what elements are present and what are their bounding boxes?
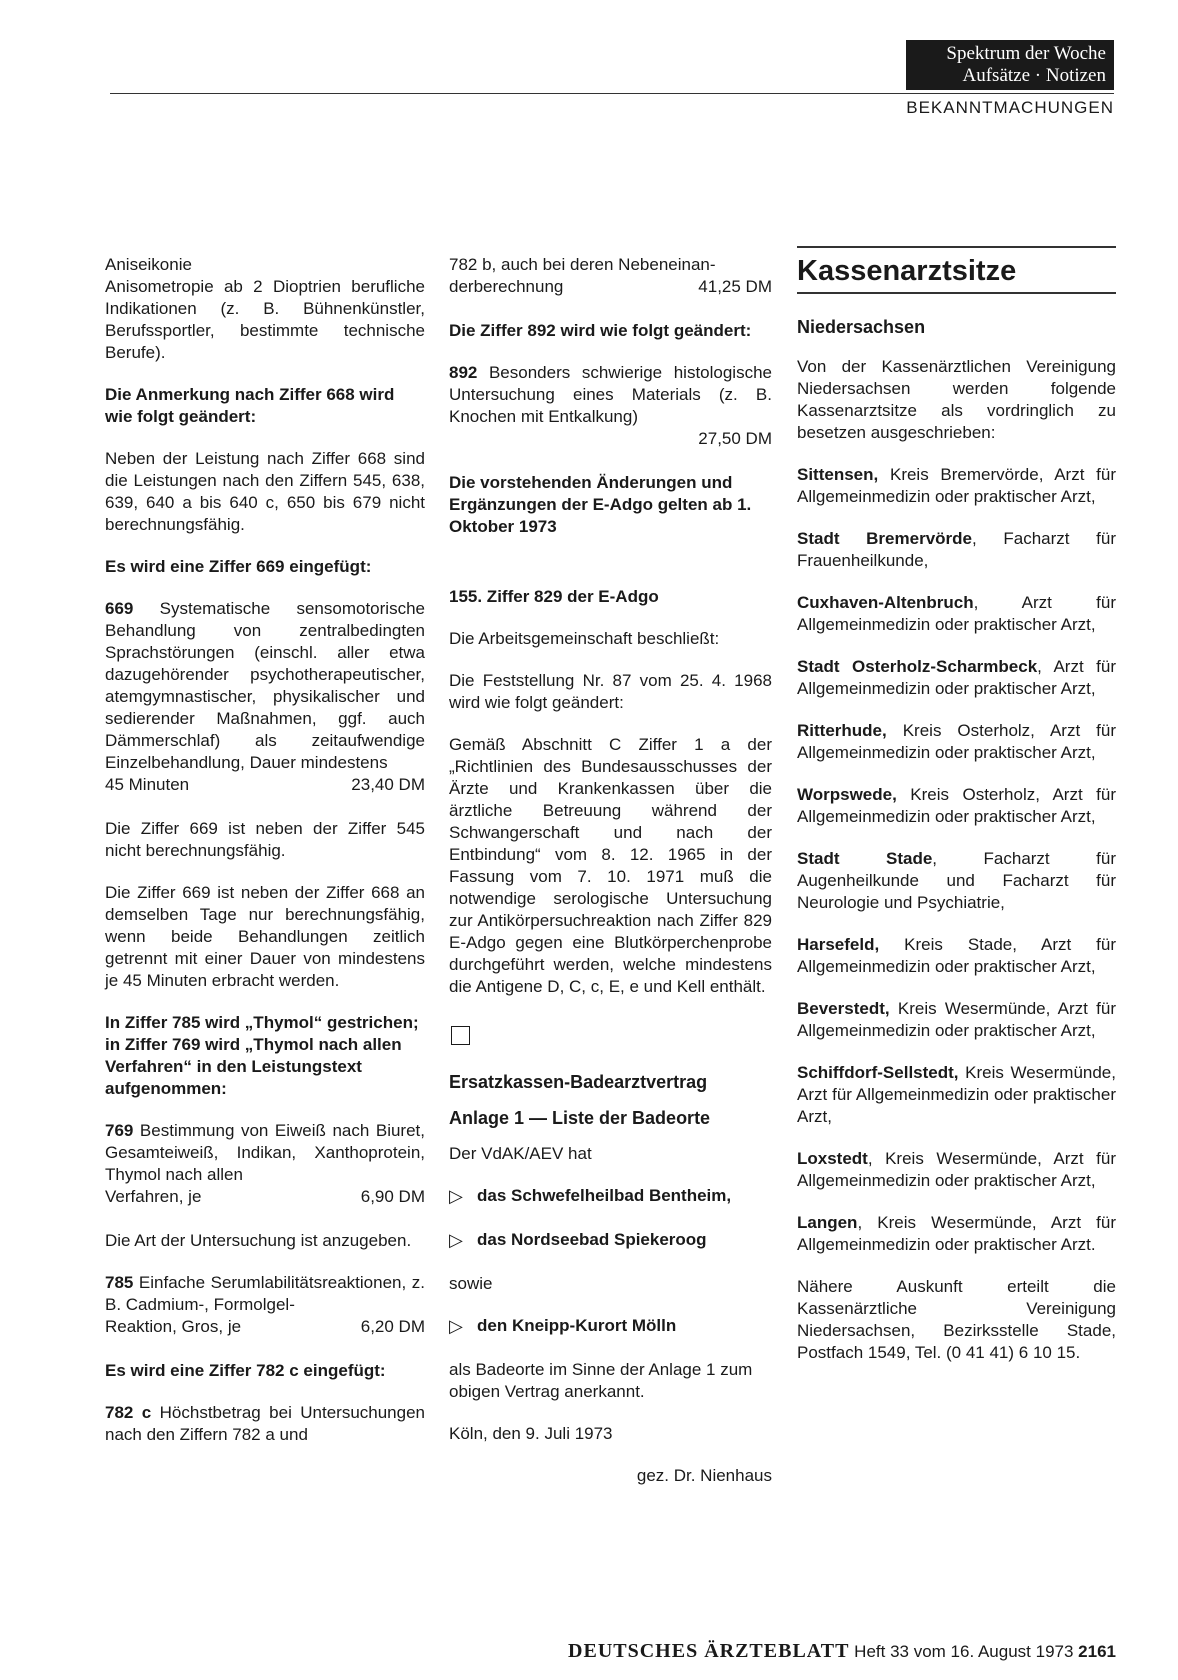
- fee-item-785: [105, 1272, 425, 1316]
- subheading: In Ziffer 785 wird „Thymol“ gestrichen;: [105, 1013, 419, 1032]
- subheading: 155. Ziffer 829 der E-Adgo: [449, 587, 659, 606]
- fee-text: Systematische sensomotorische Behandlung von zentralbedingten Sprachstörungen (einschl. aller etwa dazugehörender psychotherapeutischer, atemgymnastischer, physikalischer und sedierender Maßnahmen, ggf. auch Dämmerschlaf) als zeitaufwendige Einzelbehandlung, Dauer mindestens: [105, 599, 425, 772]
- paragraph: sowie: [449, 1274, 493, 1293]
- fee-amount-row: [105, 774, 425, 796]
- paragraph: Die Ziffer 669 ist neben der Ziffer 668 an demselben Tage nur berechnungsfähig, wenn beide Behandlungen zeitlich getrennt mit einer Dauer von mindestens je 45 Minuten erbracht werden.: [105, 883, 425, 990]
- list-item-text: den Kneipp-Kurort Mölln: [477, 1316, 677, 1335]
- triangle-bullet-icon: ▷: [449, 1230, 463, 1250]
- listing-place: Harsefeld,: [797, 935, 880, 954]
- subheading: in Ziffer 769 wird „Thymol nach allen Verfahren“ in den Leistungstext aufgenommen:: [105, 1035, 402, 1098]
- title-rule: [797, 246, 1116, 248]
- listing-text: Kreis Osterholz, Arzt für Allgemeinmedizin oder praktischer Arzt,: [797, 721, 1116, 762]
- fee-amount: 23,40 DM: [351, 775, 425, 794]
- fee-number: 892: [449, 363, 478, 382]
- fee-item-782c: [105, 1402, 425, 1446]
- triangle-bullet-icon: ▷: [449, 1316, 463, 1336]
- subheading: Die Ziffer 892 wird wie folgt geändert:: [449, 321, 752, 340]
- paragraph: als Badeorte im Sinne der Anlage 1 zum obigen Vertrag anerkannt.: [449, 1360, 753, 1401]
- fee-amount-row: [105, 1186, 425, 1208]
- column-2: [449, 254, 772, 1507]
- fee-number: 669: [105, 599, 134, 618]
- list-item: [449, 1229, 772, 1251]
- listing-text: , Arzt für Allgemeinmedizin oder praktischer Arzt,: [797, 593, 1116, 634]
- paragraph: Der VdAK/AEV hat: [449, 1144, 592, 1163]
- fee-text: Reaktion, Gros, je: [105, 1317, 242, 1336]
- listing-entry: [797, 656, 1116, 700]
- listing-text: , Arzt für Allgemeinmedizin oder praktischer Arzt,: [797, 657, 1116, 698]
- listing-place: Langen: [797, 1213, 858, 1232]
- paragraph: Aniseikonie: [105, 255, 192, 274]
- section-label-line1: Spektrum der Woche: [946, 43, 1106, 64]
- listing-entry: [797, 528, 1116, 572]
- subheading: Anlage 1 — Liste der Badeorte: [449, 1108, 711, 1128]
- listing-place: Ritterhude,: [797, 721, 887, 740]
- fee-number: 769: [105, 1121, 134, 1140]
- section-label-box: [906, 40, 1114, 90]
- listing-entries: [797, 464, 1116, 1256]
- fee-number: 782 c: [105, 1403, 152, 1422]
- section-heading: BEKANNTMACHUNGEN: [906, 98, 1114, 117]
- listing-text: Kreis Stade, Arzt für Allgemeinmedizin oder praktischer Arzt,: [797, 935, 1116, 976]
- listing-entry: [797, 998, 1116, 1042]
- paragraph: Neben der Leistung nach Ziffer 668 sind die Leistungen nach den Ziffern 545, 638, 639, 640 a bis 640 c, 650 bis 679 nicht berechnungsfähig.: [105, 449, 425, 534]
- list-item: [449, 1185, 772, 1207]
- listing-text: , Facharzt für Frauenheilkunde,: [797, 529, 1116, 570]
- fee-text: Besonders schwierige histologische Untersuchung eines Materials (z. B. Knochen mit Entkalkung): [449, 363, 772, 426]
- fee-text: 45 Minuten: [105, 775, 190, 794]
- listing-place: Stadt Stade: [797, 849, 933, 868]
- paragraph: Nähere Auskunft erteilt die Kassenärztliche Vereinigung Niedersachsen, Bezirksstelle Stade, Postfach 1549, Tel. (0 41 41) 6 10 15.: [797, 1277, 1116, 1362]
- paragraph: Von der Kassenärztlichen Vereinigung Niedersachsen werden folgende Kassenarztsitze als vordringlich zu besetzen ausgeschrieben:: [797, 357, 1116, 442]
- fee-amount: 6,20 DM: [360, 1317, 425, 1336]
- listing-text: , Kreis Wesermünde, Arzt für Allgemeinmedizin oder praktischer Arzt.: [797, 1213, 1116, 1254]
- paragraph: Die Feststellung Nr. 87 vom 25. 4. 1968 wird wie folgt geändert:: [449, 671, 772, 712]
- page-footer: [568, 1640, 1116, 1663]
- issue-info: Heft 33 vom 16. August 1973: [854, 1642, 1074, 1661]
- paragraph: Die Art der Untersuchung ist anzugeben.: [105, 1231, 412, 1250]
- fee-text: Bestimmung von Eiweiß nach Biuret, Gesamteiweiß, Indikan, Xanthoprotein, Thymol nach allen: [105, 1121, 425, 1184]
- listing-entry: [797, 592, 1116, 636]
- dateline: Köln, den 9. Juli 1973: [449, 1424, 613, 1443]
- fee-amount: 6,90 DM: [360, 1187, 425, 1206]
- end-of-article-box-icon: [451, 1026, 470, 1045]
- page-number: 2161: [1078, 1642, 1116, 1661]
- listing-place: Cuxhaven-Altenbruch: [797, 593, 974, 612]
- article-title: Kassenarztsitze: [797, 255, 1017, 287]
- fee-amount: 41,25 DM: [698, 277, 772, 296]
- listing-text: , Kreis Wesermünde, Arzt für Allgemeinmedizin oder praktischer Arzt,: [797, 1149, 1116, 1190]
- fee-item-769: [105, 1120, 425, 1186]
- fee-item-669: [105, 598, 425, 774]
- column-3: [797, 254, 1116, 1384]
- listing-entry: [797, 934, 1116, 978]
- fee-text: derberechnung: [449, 277, 564, 296]
- listing-entry: [797, 1212, 1116, 1256]
- listing-place: Stadt Bremervörde: [797, 529, 972, 548]
- list-item-text: das Schwefelheilbad Bentheim,: [477, 1186, 732, 1205]
- subheading: Ersatzkassen-Badearztvertrag: [449, 1072, 708, 1092]
- paragraph: Anisometropie ab 2 Dioptrien berufliche Indikationen (z. B. Bühnenkünstler, Berufssportler, bestimmte technische Berufe).: [105, 277, 425, 362]
- listing-text: Kreis Wesermünde, Arzt für Allgemeinmedizin oder praktischer Arzt,: [797, 1063, 1116, 1126]
- listing-place: Sittensen,: [797, 465, 879, 484]
- column-1: [105, 254, 425, 1446]
- list-item: [449, 1315, 772, 1337]
- fee-amount-row: [105, 1316, 425, 1338]
- subtitle: Niedersachsen: [797, 317, 926, 337]
- listing-place: Worpswede,: [797, 785, 897, 804]
- subheading: Es wird eine Ziffer 782 c eingefügt:: [105, 1361, 386, 1380]
- listing-entry: [797, 1148, 1116, 1192]
- triangle-bullet-icon: ▷: [449, 1186, 463, 1206]
- fee-text: Höchstbetrag bei Untersuchungen nach den Ziffern 782 a und: [105, 1403, 425, 1444]
- fee-text: 782 b, auch bei deren Nebeneinan-: [449, 255, 716, 274]
- listing-entry: [797, 784, 1116, 828]
- title-rule: [797, 292, 1116, 294]
- fee-amount: 27,50 DM: [698, 429, 772, 448]
- subheading: Die vorstehenden Änderungen und Ergänzungen der E-Adgo gelten ab 1. Oktober 1973: [449, 473, 752, 536]
- listing-place: Stadt Osterholz-Scharmbeck: [797, 657, 1038, 676]
- listing-text: Kreis Osterholz, Arzt für Allgemeinmedizin oder praktischer Arzt,: [797, 785, 1116, 826]
- listing-text: , Facharzt für Augenheilkunde und Facharzt für Neurologie und Psychiatrie,: [797, 849, 1116, 912]
- listing-entry: [797, 1062, 1116, 1128]
- header-rule: [110, 93, 1114, 94]
- signature: gez. Dr. Nienhaus: [636, 1466, 772, 1485]
- listing-entry: [797, 720, 1116, 764]
- subheading: Es wird eine Ziffer 669 eingefügt:: [105, 557, 372, 576]
- fee-text: Einfache Serumlabilitätsreaktionen, z. B. Cadmium-, Formolgel-: [105, 1273, 425, 1314]
- fee-number: 785: [105, 1273, 134, 1292]
- listing-entry: [797, 464, 1116, 508]
- section-label-line2: Aufsätze · Notizen: [962, 65, 1106, 86]
- fee-amount-row: [449, 276, 772, 298]
- list-item-text: das Nordseebad Spiekeroog: [477, 1230, 707, 1249]
- subheading: Die Anmerkung nach Ziffer 668 wird wie folgt geändert:: [105, 385, 395, 426]
- journal-name: DEUTSCHES ÄRZTEBLATT: [568, 1640, 850, 1662]
- fee-item-892: [449, 362, 772, 428]
- listing-entry: [797, 848, 1116, 914]
- paragraph: Gemäß Abschnitt C Ziffer 1 a der „Richtlinien des Bundesausschusses der Ärzte und Krankenkassen über die ärztliche Betreuung während der Schwangerschaft und nach der Entbindung“ vom 8. 12. 1965 in der Fassung vom 7. 10. 1971 muß die notwendige serologische Untersuchung zur Antikörpersuchreaktion nach Ziffer 829 E-Adgo gegen eine Blutkörperchenprobe durchgeführt werden, welche mindestens die Antigene D, C, c, E, e und Kell enthält.: [449, 735, 772, 996]
- paragraph: Die Arbeitsgemeinschaft beschließt:: [449, 629, 720, 648]
- listing-text: Kreis Wesermünde, Arzt für Allgemeinmedizin oder praktischer Arzt,: [797, 999, 1116, 1040]
- listing-place: Beverstedt,: [797, 999, 890, 1018]
- listing-place: Schiffdorf-Sellstedt,: [797, 1063, 959, 1082]
- listing-place: Loxstedt: [797, 1149, 868, 1168]
- paragraph: Die Ziffer 669 ist neben der Ziffer 545 nicht berechnungsfähig.: [105, 819, 425, 860]
- listing-text: Kreis Bremervörde, Arzt für Allgemeinmedizin oder praktischer Arzt,: [797, 465, 1116, 506]
- fee-text: Verfahren, je: [105, 1187, 202, 1206]
